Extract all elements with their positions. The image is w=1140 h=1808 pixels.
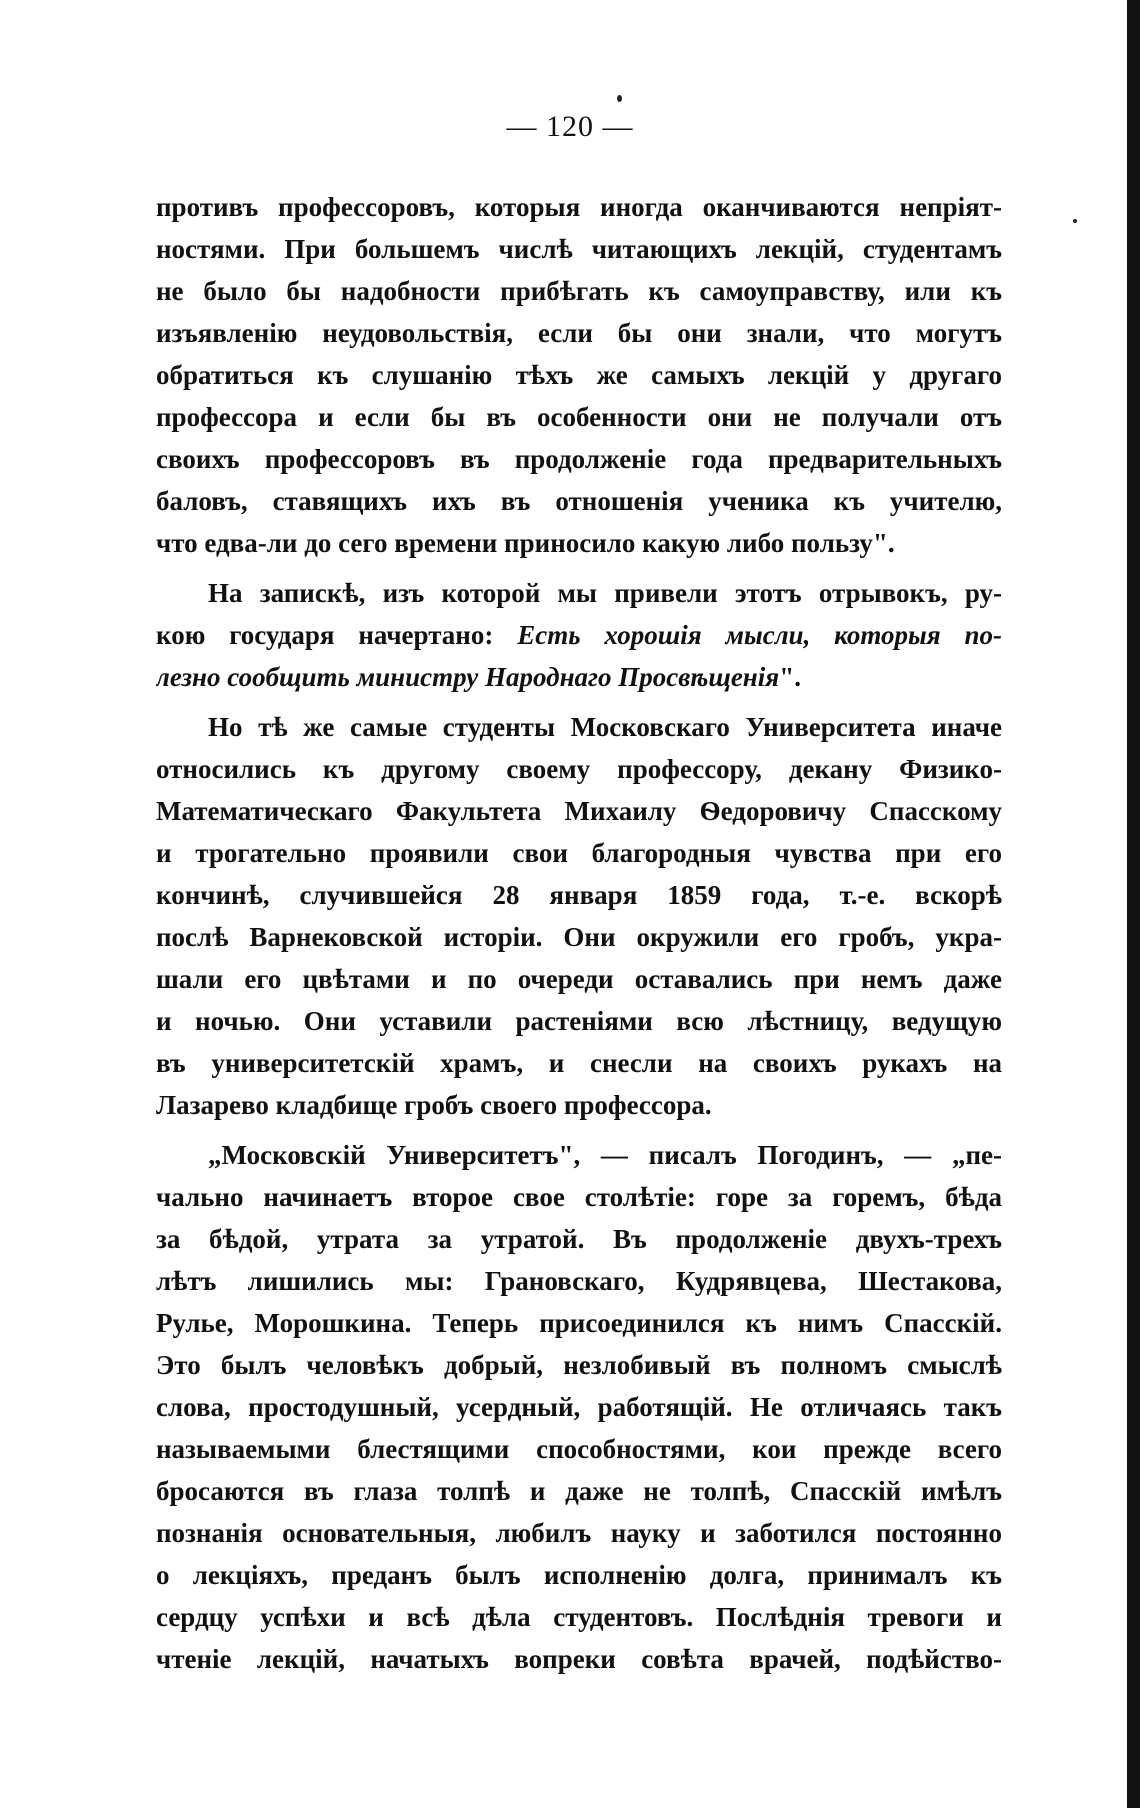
text-line: профессора и если бы въ особенности они не получали отъ — [156, 402, 1002, 432]
text-line: слова, простодушный, усердный, работящій. Не отличаясь такъ — [156, 1392, 1002, 1422]
italic-quote: Есть хорошія мысли, которыя по- — [517, 620, 1002, 650]
text-line: кончинѣ, случившейся 28 января 1859 года, т.-е. вскорѣ — [156, 880, 1002, 910]
text-line: лѣтъ лишились мы: Грановскаго, Кудрявцева, Шестакова, — [156, 1266, 1002, 1296]
text-line: бросаются въ глаза толпѣ и даже не толпѣ, Спасскій имѣлъ — [156, 1476, 1002, 1506]
text-line: относились къ другому своему профессору, декану Физико- — [156, 754, 1002, 784]
text-line: обратиться къ слушанію тѣхъ же самыхъ лекцій у другаго — [156, 360, 1002, 390]
text-line: своихъ профессоровъ въ продолженіе года предварительныхъ — [156, 444, 1002, 474]
text-line: баловъ, ставящихъ ихъ въ отношенія ученика къ учителю, — [156, 486, 1002, 516]
text-line: сердцу успѣхи и всѣ дѣла студентовъ. Послѣднія тревоги и — [156, 1602, 1002, 1632]
book-spine-edge — [1127, 0, 1140, 1808]
text-line: Рулье, Морошкина. Теперь присоединился къ нимъ Спасскій. — [156, 1308, 1002, 1338]
text-line: называемыми блестящими способностями, кои прежде всего — [156, 1434, 1002, 1464]
text-line: „Московскій Университетъ", — писалъ Погодинъ, — „пе- — [208, 1140, 1002, 1170]
text-line: послѣ Варнековской исторіи. Они окружили его гробъ, укра- — [156, 922, 1002, 952]
page-text — [156, 186, 1002, 1680]
text-line: чально начинаетъ второе свое столѣтіе: горе за горемъ, бѣда — [156, 1182, 1002, 1212]
text-line: изъявленію неудовольствія, если бы они знали, что могутъ — [156, 318, 1002, 348]
text-line: и ночью. Они уставили растеніями всю лѣстницу, ведущую — [156, 1006, 1002, 1036]
text-span: ". — [779, 662, 801, 692]
text-line: о лекціяхъ, преданъ былъ исполненію долга, принималъ къ — [156, 1560, 1002, 1590]
text-line: въ университетскій храмъ, и снесли на своихъ рукахъ на — [156, 1048, 1002, 1078]
text-line: Это былъ человѣкъ добрый, незлобивый въ полномъ смыслѣ — [156, 1350, 1002, 1380]
text-line: за бѣдой, утрата за утратой. Въ продолженіе двухъ-трехъ — [156, 1224, 1002, 1254]
text-line: чтеніе лекцій, начатыхъ вопреки совѣта врачей, подѣйство- — [156, 1644, 1002, 1674]
text-line: познанія основательныя, любилъ науку и заботился постоянно — [156, 1518, 1002, 1548]
page-number: — 120 — — [506, 110, 634, 143]
text-line: Лазарево кладбище гробъ своего профессора. — [156, 1090, 712, 1120]
text-line: Но тѣ же самые студенты Московскаго Университета иначе — [208, 712, 1002, 742]
text-line: шали его цвѣтами и по очереди оставались при немъ даже — [156, 964, 1002, 994]
italic-quote: лезно сообщить министру Народнаго Просвѣщенія — [156, 662, 780, 692]
text-line: не было бы надобности прибѣгать къ самоуправству, или къ — [156, 276, 1002, 306]
text-line: ностями. При большемъ числѣ читающихъ лекцій, студентамъ — [156, 234, 1002, 264]
text-line: На запискѣ, изъ которой мы привели этотъ отрывокъ, ру- — [208, 578, 1002, 608]
print-speck — [1073, 219, 1077, 223]
text-line: Математическаго Факультета Михаилу Ѳедоровичу Спасскому — [156, 796, 1002, 826]
text-span: кою государя начертано: — [156, 620, 494, 650]
text-line — [156, 614, 1002, 656]
text-line: противъ профессоровъ, которыя иногда оканчиваются непріят- — [156, 192, 1002, 222]
text-line: что едва-ли до сего времени приносило какую либо пользу". — [156, 528, 895, 558]
print-speck — [617, 95, 622, 102]
text-line: и трогательно проявили свои благородныя чувства при его — [156, 838, 1002, 868]
text-line — [156, 656, 1002, 698]
